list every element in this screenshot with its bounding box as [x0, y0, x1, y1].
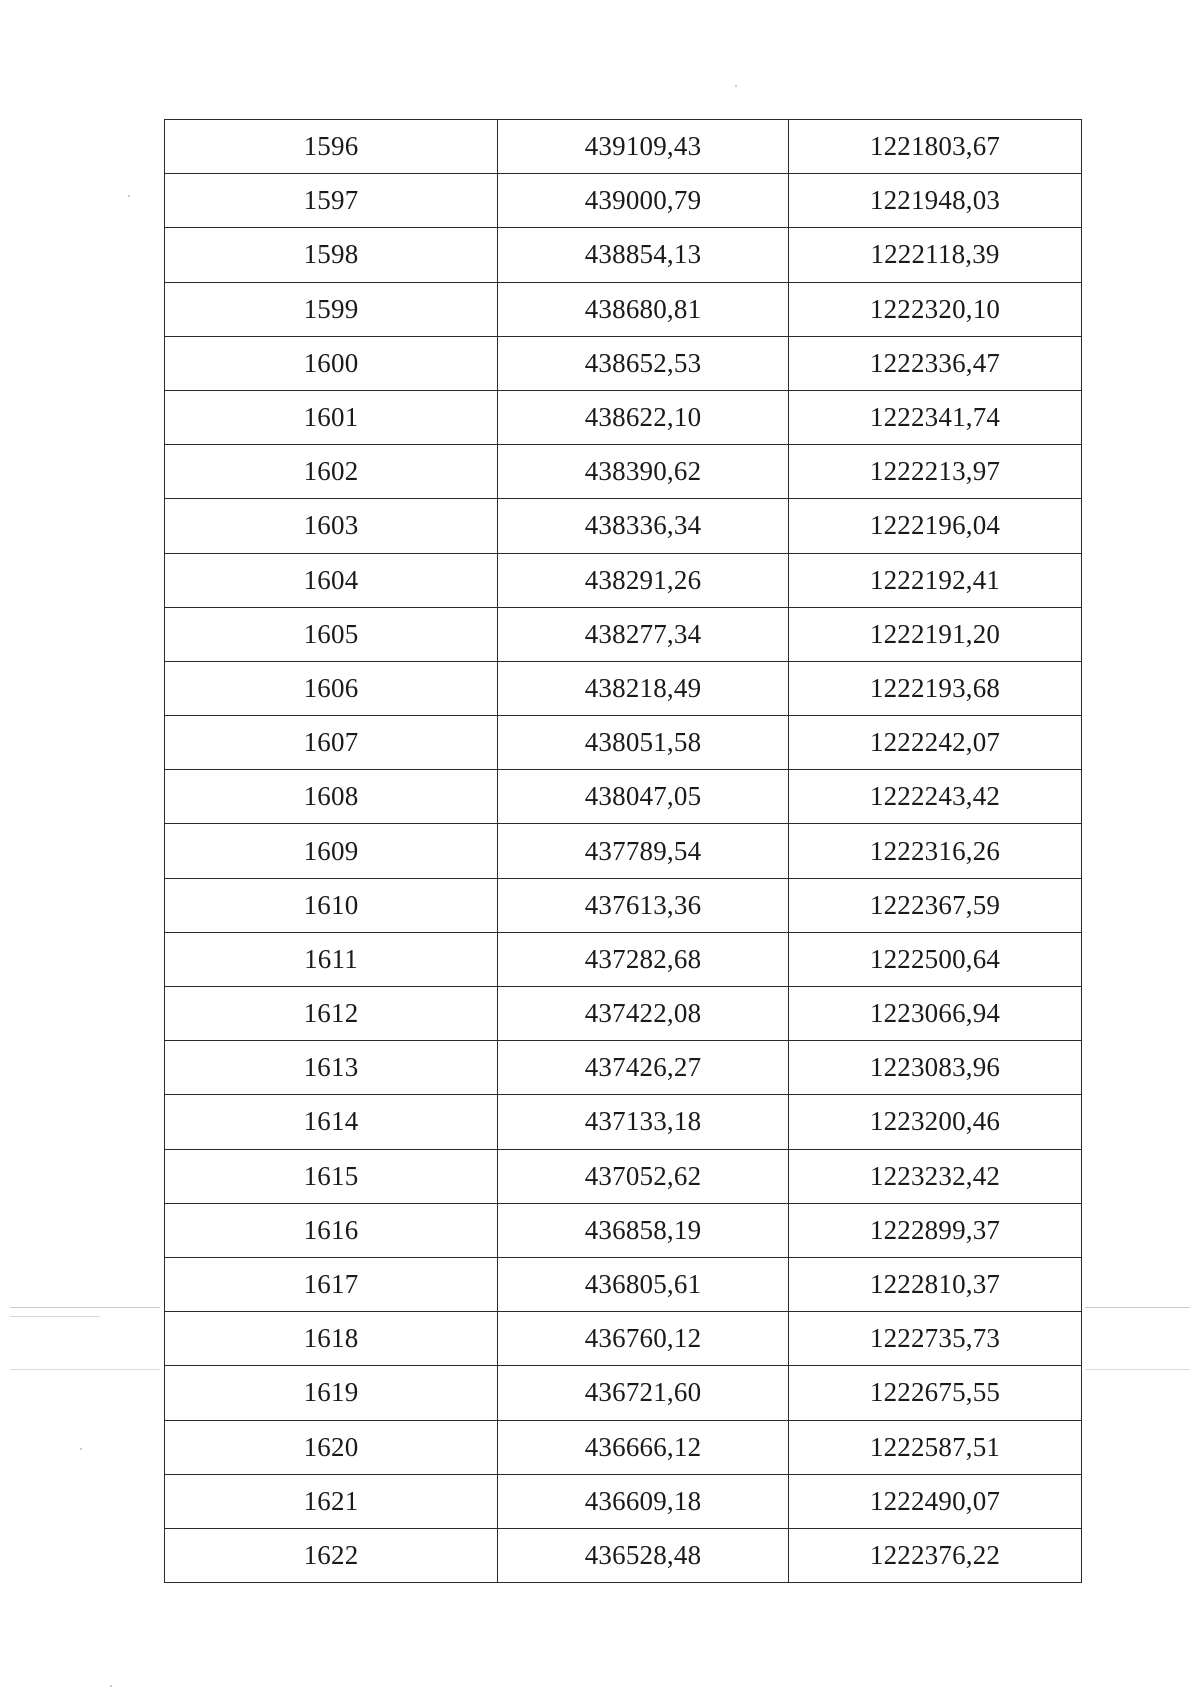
y-coordinate-cell: 1223200,46 — [789, 1095, 1082, 1149]
point-number-cell: 1621 — [165, 1474, 498, 1528]
table-row — [165, 174, 1082, 228]
table-row — [165, 987, 1082, 1041]
point-number-cell: 1601 — [165, 390, 498, 444]
x-coordinate-cell: 437789,54 — [498, 824, 789, 878]
y-coordinate-cell: 1223066,94 — [789, 987, 1082, 1041]
x-coordinate-cell: 438622,10 — [498, 390, 789, 444]
table-row — [165, 716, 1082, 770]
point-number-cell: 1619 — [165, 1366, 498, 1420]
scan-artifact — [80, 1448, 82, 1450]
x-coordinate-cell: 436721,60 — [498, 1366, 789, 1420]
point-number-cell: 1599 — [165, 282, 498, 336]
table-row — [165, 1420, 1082, 1474]
x-coordinate-cell: 437426,27 — [498, 1041, 789, 1095]
scan-artifact — [10, 1307, 160, 1308]
table-row — [165, 120, 1082, 174]
point-number-cell: 1608 — [165, 770, 498, 824]
y-coordinate-cell: 1222490,07 — [789, 1474, 1082, 1528]
table-row — [165, 553, 1082, 607]
table-row — [165, 1366, 1082, 1420]
table-row — [165, 607, 1082, 661]
x-coordinate-cell: 439000,79 — [498, 174, 789, 228]
y-coordinate-cell: 1222500,64 — [789, 932, 1082, 986]
y-coordinate-cell: 1222191,20 — [789, 607, 1082, 661]
point-number-cell: 1609 — [165, 824, 498, 878]
x-coordinate-cell: 438051,58 — [498, 716, 789, 770]
x-coordinate-cell: 439109,43 — [498, 120, 789, 174]
y-coordinate-cell: 1222367,59 — [789, 878, 1082, 932]
point-number-cell: 1598 — [165, 228, 498, 282]
point-number-cell: 1597 — [165, 174, 498, 228]
x-coordinate-cell: 437133,18 — [498, 1095, 789, 1149]
y-coordinate-cell: 1222193,68 — [789, 661, 1082, 715]
point-number-cell: 1622 — [165, 1528, 498, 1582]
x-coordinate-cell: 437422,08 — [498, 987, 789, 1041]
y-coordinate-cell: 1222243,42 — [789, 770, 1082, 824]
point-number-cell: 1613 — [165, 1041, 498, 1095]
x-coordinate-cell: 436858,19 — [498, 1203, 789, 1257]
point-number-cell: 1604 — [165, 553, 498, 607]
y-coordinate-cell: 1222587,51 — [789, 1420, 1082, 1474]
point-number-cell: 1605 — [165, 607, 498, 661]
y-coordinate-cell: 1222196,04 — [789, 499, 1082, 553]
x-coordinate-cell: 437052,62 — [498, 1149, 789, 1203]
point-number-cell: 1610 — [165, 878, 498, 932]
table-row — [165, 1149, 1082, 1203]
table-row — [165, 282, 1082, 336]
point-number-cell: 1620 — [165, 1420, 498, 1474]
scan-artifact — [1085, 1307, 1190, 1308]
y-coordinate-cell: 1221948,03 — [789, 174, 1082, 228]
point-number-cell: 1602 — [165, 445, 498, 499]
y-coordinate-cell: 1222675,55 — [789, 1366, 1082, 1420]
y-coordinate-cell: 1222376,22 — [789, 1528, 1082, 1582]
x-coordinate-cell: 438291,26 — [498, 553, 789, 607]
x-coordinate-cell: 438336,34 — [498, 499, 789, 553]
x-coordinate-cell: 436760,12 — [498, 1312, 789, 1366]
x-coordinate-cell: 438652,53 — [498, 336, 789, 390]
table-row — [165, 1312, 1082, 1366]
scan-artifact — [10, 1316, 100, 1317]
point-number-cell: 1603 — [165, 499, 498, 553]
point-number-cell: 1596 — [165, 120, 498, 174]
table-row — [165, 824, 1082, 878]
x-coordinate-cell: 438218,49 — [498, 661, 789, 715]
y-coordinate-cell: 1223232,42 — [789, 1149, 1082, 1203]
y-coordinate-cell: 1222341,74 — [789, 390, 1082, 444]
point-number-cell: 1614 — [165, 1095, 498, 1149]
x-coordinate-cell: 436805,61 — [498, 1257, 789, 1311]
x-coordinate-cell: 438390,62 — [498, 445, 789, 499]
point-number-cell: 1612 — [165, 987, 498, 1041]
point-number-cell: 1611 — [165, 932, 498, 986]
y-coordinate-cell: 1222336,47 — [789, 336, 1082, 390]
y-coordinate-cell: 1222320,10 — [789, 282, 1082, 336]
point-number-cell: 1600 — [165, 336, 498, 390]
x-coordinate-cell: 438854,13 — [498, 228, 789, 282]
table-row — [165, 390, 1082, 444]
coordinates-table — [164, 119, 1082, 1583]
point-number-cell: 1618 — [165, 1312, 498, 1366]
point-number-cell: 1607 — [165, 716, 498, 770]
y-coordinate-cell: 1223083,96 — [789, 1041, 1082, 1095]
x-coordinate-cell: 438680,81 — [498, 282, 789, 336]
table-row — [165, 878, 1082, 932]
point-number-cell: 1617 — [165, 1257, 498, 1311]
y-coordinate-cell: 1222192,41 — [789, 553, 1082, 607]
point-number-cell: 1616 — [165, 1203, 498, 1257]
x-coordinate-cell: 436666,12 — [498, 1420, 789, 1474]
table-row — [165, 445, 1082, 499]
table-row — [165, 1528, 1082, 1582]
table-row — [165, 1095, 1082, 1149]
x-coordinate-cell: 438277,34 — [498, 607, 789, 661]
table-row — [165, 1257, 1082, 1311]
table-row — [165, 932, 1082, 986]
table-row — [165, 1041, 1082, 1095]
table-row — [165, 1474, 1082, 1528]
x-coordinate-cell: 438047,05 — [498, 770, 789, 824]
scan-artifact — [1085, 1369, 1190, 1370]
x-coordinate-cell: 436609,18 — [498, 1474, 789, 1528]
table-row — [165, 661, 1082, 715]
point-number-cell: 1606 — [165, 661, 498, 715]
scan-artifact — [128, 195, 130, 197]
x-coordinate-cell: 437282,68 — [498, 932, 789, 986]
y-coordinate-cell: 1222316,26 — [789, 824, 1082, 878]
y-coordinate-cell: 1222213,97 — [789, 445, 1082, 499]
x-coordinate-cell: 437613,36 — [498, 878, 789, 932]
table-row — [165, 770, 1082, 824]
scan-artifact — [10, 1369, 160, 1370]
y-coordinate-cell: 1222899,37 — [789, 1203, 1082, 1257]
y-coordinate-cell: 1222118,39 — [789, 228, 1082, 282]
table-row — [165, 228, 1082, 282]
coordinates-table-body — [165, 120, 1082, 1583]
table-row — [165, 336, 1082, 390]
y-coordinate-cell: 1221803,67 — [789, 120, 1082, 174]
table-row — [165, 1203, 1082, 1257]
y-coordinate-cell: 1222242,07 — [789, 716, 1082, 770]
x-coordinate-cell: 436528,48 — [498, 1528, 789, 1582]
table-row — [165, 499, 1082, 553]
y-coordinate-cell: 1222810,37 — [789, 1257, 1082, 1311]
scan-artifact — [735, 85, 737, 87]
point-number-cell: 1615 — [165, 1149, 498, 1203]
y-coordinate-cell: 1222735,73 — [789, 1312, 1082, 1366]
scan-artifact — [110, 1685, 112, 1687]
